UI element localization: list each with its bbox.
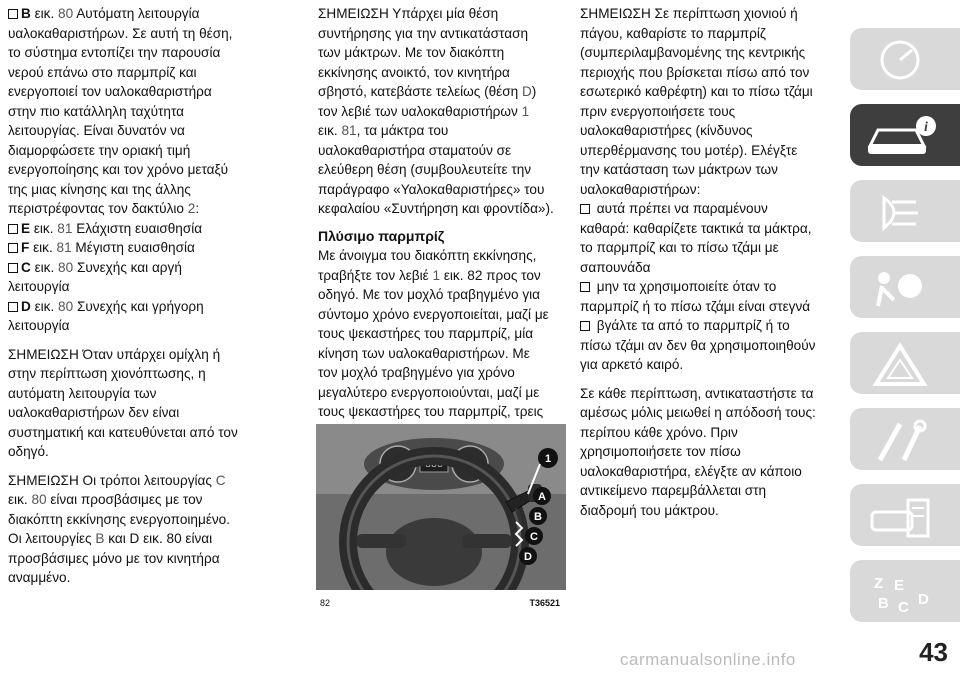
line-text: κεφαλαίου «Συντήρηση και φροντίδα»). (318, 201, 554, 216)
text-line (580, 4, 838, 24)
reference-marker: 1 (521, 103, 530, 119)
svg-text:Z: Z (874, 575, 884, 592)
text-line (8, 345, 298, 365)
steering-wheel-figure (316, 424, 566, 610)
line-text: αυτά πρέπει να παραμένουν (593, 201, 768, 216)
figure-code: T36521 (529, 598, 560, 608)
line-text: περιστρέφοντας τον δακτύλιο (8, 201, 188, 216)
text-line (8, 316, 298, 336)
line-text: της μιας κίνησης και της άλλης (8, 181, 191, 197)
line-text: εικ. (8, 492, 32, 507)
line-text: αυτόματη λειτουργία των (8, 385, 157, 401)
text-line (8, 121, 298, 141)
line-text: βγάλτε τα από το παρμπρίζ ή το (593, 318, 790, 333)
line-text: κίνηση των υαλοκαθαριστήρων. Με (318, 345, 530, 361)
line-text: τους ψεκαστήρες του παρμπρίζ, τρεις (318, 404, 544, 419)
text-line (318, 82, 564, 102)
line-text: ΣΗΜΕΙΩΣΗ Υπάρχει μία θέση (318, 6, 499, 21)
text-line (8, 568, 298, 588)
checkbox-bullet-icon (8, 224, 18, 234)
text-line (318, 180, 564, 200)
line-text: οδηγό. (8, 444, 49, 459)
reference-marker: B (95, 531, 105, 546)
text-line (318, 43, 564, 63)
line-text: εσωτερικό καθρέφτη) και το πίσω τζάμι (580, 84, 813, 99)
line-text: νερού επάνω στο παρμπρίζ και (8, 64, 197, 80)
line-text: συστηματική και κατευθύνεται από τον (8, 424, 238, 440)
line-text: διακόπτη εκκίνησης ενεργοποιημένο. (8, 511, 231, 527)
line-text: τον λεβιέ των υαλοκαθαριστήρων (318, 103, 522, 119)
line-text: την κατάσταση των μάκτρων των (580, 162, 778, 177)
line-text-rest: Συνεχής και γρήγορη (73, 298, 204, 314)
text-line (8, 442, 298, 462)
text-line (8, 180, 298, 200)
line-text: ΣΗΜΕΙΩΣΗ Σε περίπτωση χιονιού ή (580, 6, 798, 21)
text-column-1 (8, 4, 298, 588)
line-text: Σε κάθε περίπτωση, αντικαταστήστε τα (580, 385, 814, 401)
line-text: υαλοκαθαριστήρα σταματούν σε (318, 142, 512, 158)
text-line (580, 336, 838, 356)
text-line (318, 24, 564, 44)
svg-text:D: D (918, 591, 929, 608)
chapter-tab[interactable] (850, 332, 960, 394)
callout-1: 1 (544, 453, 552, 465)
text-line (8, 199, 298, 219)
text-column-2 (318, 4, 564, 461)
text-line (8, 4, 298, 24)
line-text: το σύστημα εντοπίζει την παρουσία (8, 45, 221, 60)
text-line (8, 471, 298, 491)
text-line (580, 462, 838, 482)
text-line (318, 402, 564, 422)
emergency-triangle-icon (864, 340, 936, 390)
text-line (8, 258, 298, 278)
mode-letter: C (21, 259, 31, 275)
chapter-tab[interactable] (850, 256, 960, 318)
line-text-rest: ) (531, 84, 537, 99)
line-text: σύντομο χρόνο ενεργοποιείται, μαζί με (318, 306, 549, 322)
line-text-rest: εικ. 82 προς τον (440, 267, 541, 283)
line-text: μεγαλύτερο ενεργοποιούνται, μαζί με (318, 384, 540, 400)
line-text: (συμπεριλαμβανομένης της κεντρικής (580, 45, 806, 60)
line-text: υπερθέρμανσης του μοτέρ). Ελέγξτε (580, 142, 798, 158)
text-line (318, 141, 564, 161)
callout-b: B (534, 511, 542, 523)
text-line (318, 160, 564, 180)
line-text-rest: και D εικ. 80 είναι (104, 531, 213, 546)
checkbox-bullet-icon (8, 302, 18, 312)
text-line (580, 141, 838, 161)
line-text-rest: Μέγιστη ευαισθησία (71, 240, 195, 255)
text-line (8, 364, 298, 384)
line-text: περίπου κάθε χρόνο. Πριν (580, 424, 738, 440)
mode-letter: D (21, 298, 31, 314)
text-line (580, 258, 838, 278)
text-line (580, 160, 838, 180)
line-text: εικ. (30, 6, 59, 21)
text-line (8, 160, 298, 180)
text-line (318, 246, 564, 266)
text-line (318, 344, 564, 364)
airbag-icon (864, 264, 936, 314)
checkbox-bullet-icon (8, 243, 18, 253)
line-text-rest: : (195, 201, 200, 216)
line-text: λειτουργία (8, 279, 70, 294)
line-text: περιοχής που βρίσκεται πίσω από τον (580, 64, 810, 80)
line-text: παράγραφο «Υαλοκαθαριστήρες» του (318, 181, 545, 197)
text-line (580, 355, 838, 375)
line-text: προσβάσιμες μόνο με τον κινητήρα (8, 550, 220, 566)
chapter-sidebar (850, 28, 960, 640)
line-text: Πλύσιμο παρμπρίζ (318, 227, 445, 244)
text-line (8, 63, 298, 83)
index-letters-icon (864, 568, 936, 618)
chapter-tab[interactable] (850, 180, 960, 242)
text-line (8, 490, 298, 510)
reference-marker: 80 (58, 298, 74, 314)
line-text: αντικείμενο παρεμβάλλεται στη (580, 483, 767, 498)
text-line (8, 238, 298, 258)
line-text: οδηγό. Με τον μοχλό τραβηγμένο για (318, 287, 540, 302)
text-line (8, 529, 298, 549)
callout-a: A (538, 491, 546, 503)
text-line (580, 481, 838, 501)
lighting-icon (864, 188, 936, 238)
callout-d: D (524, 551, 532, 563)
line-text-rest: Ελάχιστη ευαισθησία (72, 220, 203, 236)
text-line (580, 121, 838, 141)
page-number: 43 (919, 637, 948, 667)
text-line (318, 63, 564, 83)
chapter-tab[interactable] (850, 104, 960, 166)
line-text: εικ. (318, 123, 342, 138)
line-text: υαλοκαθαριστήρες (κίνδυνος (580, 123, 753, 138)
chapter-tab[interactable] (850, 484, 960, 546)
line-text: καθαρά: καθαρίζετε τακτικά τα μάκτρα, (580, 220, 812, 236)
line-text: αμέσως μόλις μειωθεί η απόδοσή τους: (580, 405, 816, 420)
text-line (8, 423, 298, 443)
text-line (580, 297, 838, 317)
text-line (8, 549, 298, 569)
line-text: υαλοκαθαριστήρων: (580, 181, 701, 197)
mode-letter: B (21, 6, 31, 21)
line-text: εικ. (30, 259, 59, 275)
line-text: ΣΗΜΕΙΩΣΗ Όταν υπάρχει ομίχλη ή (8, 346, 221, 362)
text-line (318, 121, 564, 141)
line-text-rest: Συνεχής και αργή (73, 259, 182, 275)
line-text-rest: Αυτόματη λειτουργία (73, 6, 200, 21)
cluster-display: 888 (424, 460, 444, 471)
line-text: τον μοχλό τραβηγμένο για χρόνο (318, 365, 515, 380)
text-line (318, 199, 564, 219)
text-line (8, 277, 298, 297)
text-line (580, 277, 838, 297)
text-line (318, 285, 564, 305)
line-text: χρησιμοποιήσετε τον πίσω (580, 444, 741, 459)
reference-marker: D (521, 84, 532, 99)
text-line (580, 442, 838, 462)
chapter-tab[interactable] (850, 28, 960, 90)
checkbox-bullet-icon (580, 321, 590, 331)
line-text-rest: , τα μάκτρα του (356, 123, 449, 138)
text-line (580, 102, 838, 122)
line-text: Με άνοιγμα του διακόπτη εκκίνησης, (318, 248, 537, 263)
mode-letter: E (21, 220, 31, 236)
svg-text:E: E (894, 577, 905, 594)
line-text: ενεργοποίησης και τον χρόνο μεταξύ (8, 162, 229, 177)
line-text: Οι λειτουργίες (8, 531, 96, 546)
text-line (580, 43, 838, 63)
line-text: λειτουργίας. Είναι δυνατόν να (8, 123, 185, 138)
text-line (8, 384, 298, 404)
text-line (580, 24, 838, 44)
text-line (580, 501, 838, 521)
text-line (580, 82, 838, 102)
text-line (580, 63, 838, 83)
reference-marker: 81 (56, 240, 72, 255)
chapter-tab[interactable] (850, 408, 960, 470)
reference-marker: 81 (341, 123, 357, 138)
text-line (580, 316, 838, 336)
text-line (8, 403, 298, 423)
line-text: παρμπρίζ ή το πίσω τζάμι είναι στεγνά (580, 298, 811, 314)
svg-text:B: B (878, 595, 889, 612)
line-text: πριν ενεργοποιήσετε τους (580, 103, 736, 119)
text-line (318, 266, 564, 286)
line-text: τους ψεκαστήρες του παρμπρίζ, μία (318, 326, 534, 341)
reference-marker: 1 (432, 267, 441, 283)
figure-number: 82 (320, 598, 331, 608)
reference-marker: 2 (187, 201, 196, 216)
line-text: στην περίπτωση χιονόπτωσης, η (8, 366, 206, 381)
reference-marker: C (215, 472, 226, 488)
line-text: το παρμπρίζ και το πίσω τζάμι με (580, 240, 779, 255)
line-text-rest: είναι προσβάσιμες με τον (46, 492, 203, 507)
text-line (318, 324, 564, 344)
line-text: για αρκετό καιρό. (580, 357, 684, 372)
text-line (8, 43, 298, 63)
text-line (580, 384, 838, 404)
reference-marker: 80 (58, 259, 74, 275)
text-line (580, 180, 838, 200)
text-line (318, 102, 564, 122)
text-line (8, 510, 298, 530)
reference-marker: 80 (58, 6, 74, 21)
checkbox-bullet-icon (8, 263, 18, 273)
text-line (580, 219, 838, 239)
line-text: πίσω τζάμι αν δεν θα χρησιμοποιηθούν (580, 337, 816, 353)
text-line (580, 403, 838, 423)
text-line (8, 24, 298, 44)
line-text: διαδρομή του μάκτρου. (580, 502, 719, 518)
line-text: αναμμένο. (8, 570, 71, 585)
line-text: εικ. (29, 240, 57, 255)
watermark-text: carmanualsonline.info (620, 650, 796, 669)
line-text: διαμορφώσετε την οριακή τιμή (8, 142, 191, 158)
text-line (318, 4, 564, 24)
text-line (8, 297, 298, 317)
line-text: συντήρησης για την αντικατάσταση (318, 25, 529, 41)
line-text: υαλοκαθαριστήρων. Σε αυτή τη θέση, (8, 25, 233, 41)
line-text: εικ. (30, 220, 58, 236)
line-text: εικ. (30, 298, 59, 314)
line-text: τραβήξτε τον λεβιέ (318, 267, 433, 283)
line-text: υαλοκαθαριστήρων δεν είναι (8, 405, 180, 420)
reference-marker: 80 (31, 492, 47, 507)
chapter-tab[interactable] (850, 560, 960, 622)
steering-wheel-illustration (316, 424, 566, 610)
text-line (580, 423, 838, 443)
line-text: λειτουργία (8, 318, 70, 333)
text-column-3 (580, 4, 838, 520)
mode-letter: F (21, 240, 30, 255)
line-text: σβηστό, κατεβάστε τελείως (θέση (318, 84, 522, 99)
svg-text:C: C (898, 599, 909, 616)
checkbox-bullet-icon (580, 282, 590, 292)
callout-c: C (530, 531, 538, 543)
text-line (318, 383, 564, 403)
text-line (8, 219, 298, 239)
line-text: ενεργοποιεί τον υαλοκαθαριστήρα (8, 84, 212, 99)
text-line (318, 305, 564, 325)
text-line (8, 141, 298, 161)
text-line (580, 238, 838, 258)
checkbox-bullet-icon (8, 9, 18, 19)
line-text: υαλοκαθαριστήρα, ελέγξτε αν κάποιο (580, 463, 802, 479)
line-text: των μάκτρων. Με τον διακόπτη (318, 45, 505, 60)
line-text: στην πιο κατάλληλη ταχύτητα (8, 103, 185, 119)
text-line (8, 82, 298, 102)
svg-text:i: i (924, 120, 928, 135)
line-text: σαπουνάδα (580, 259, 651, 275)
maintenance-tools-icon (864, 416, 936, 466)
car-info-icon (864, 112, 936, 162)
section-heading (318, 227, 564, 247)
line-text: ΣΗΜΕΙΩΣΗ Οι τρόποι λειτουργίας (8, 472, 216, 488)
line-text: πάγου, καθαρίστε το παρμπρίζ (580, 25, 766, 41)
text-line (8, 102, 298, 122)
reference-marker: 81 (57, 220, 73, 236)
text-line (580, 199, 838, 219)
line-text: ελεύθερη θέση (συμβουλευτείτε την (318, 162, 532, 177)
text-line (318, 363, 564, 383)
line-text: εκκίνησης ανοικτό, τον κινητήρα (318, 64, 510, 80)
line-text: μην τα χρησιμοποιείτε όταν το (593, 279, 777, 294)
checkbox-bullet-icon (580, 204, 590, 214)
car-data-icon (864, 492, 936, 542)
dashboard-icon (864, 36, 936, 86)
